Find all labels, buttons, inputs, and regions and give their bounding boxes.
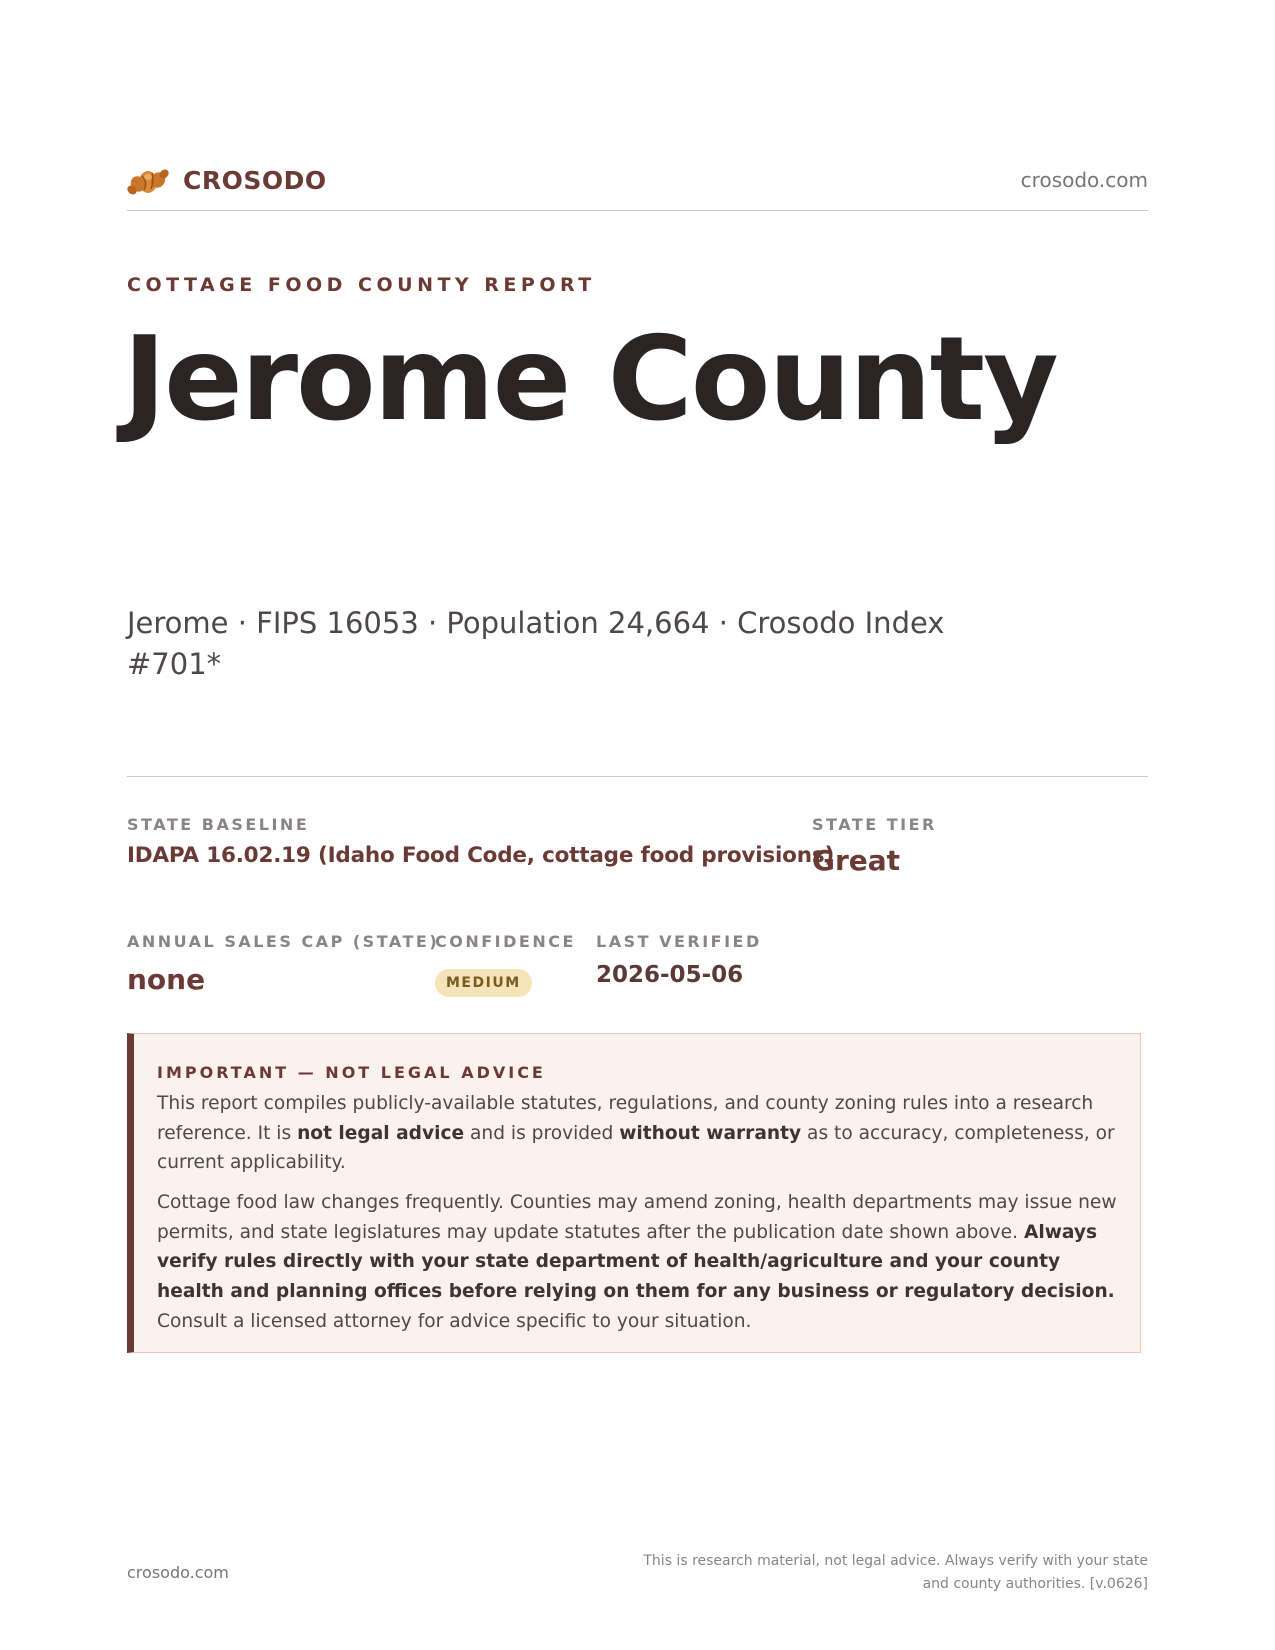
last-verified-label: LAST VERIFIED [596,932,762,951]
section-divider [127,776,1148,777]
header-url[interactable]: crosodo.com [1020,168,1148,192]
state-baseline-value: IDAPA 16.02.19 (Idaho Food Code, cottage food provisions) [127,843,835,868]
sales-cap-label: ANNUAL SALES CAP (STATE) [127,932,440,951]
page-title: Jerome County [123,312,1057,447]
state-tier-label: STATE TIER [812,815,937,834]
report-eyebrow: COTTAGE FOOD COUNTY REPORT [127,274,596,296]
notice-text: as to accuracy, completeness, or current applicability. [157,1122,1115,1174]
notice-text: and is provided [464,1122,620,1144]
footer-url[interactable]: crosodo.com [127,1563,229,1582]
notice-paragraph-1 [157,1089,1129,1178]
croissant-icon [127,162,169,198]
notice-heading: IMPORTANT — NOT LEGAL ADVICE [157,1063,546,1082]
notice-emphasis: without warranty [619,1122,802,1144]
legal-notice [127,1033,1141,1353]
confidence-label: CONFIDENCE [435,932,576,951]
notice-text: This report compiles publicly-available statutes, regulations, and county zoning rules into a research reference. It is [157,1093,1094,1144]
report-page [123,0,1148,1650]
footer-disclaimer-line-2: and county authorities. [v.0626] [922,1576,1148,1592]
notice-text: Cottage food law changes frequently. Counties may amend zoning, health departments may issue new permits, and state legislatures may update statutes after the publication date shown above. [157,1192,1117,1243]
page-header [127,158,1148,211]
notice-text: Consult a licensed attorney for advice specific to your situation. [157,1310,752,1332]
notice-emphasis: not legal advice [297,1122,465,1144]
brand-name: CROSODO [183,165,327,195]
state-tier-value: Great [812,844,901,877]
report-subtitle: Jerome · FIPS 16053 · Population 24,664 · Crosodo Index #701* [127,606,945,681]
notice-paragraph-2 [157,1188,1129,1337]
sales-cap-value: none [127,963,206,996]
brand-logo [127,162,327,198]
footer-disclaimer [628,1550,1148,1596]
notice-emphasis: Always verify rules directly with your state department of health/agriculture and your county health and planning offices before relying on them for any business or regulatory decision. [157,1221,1115,1303]
footer-disclaimer-line-1: This is research material, not legal advice. Always verify with your state [643,1553,1148,1569]
state-baseline-label: STATE BASELINE [127,815,310,834]
last-verified-value: 2026-05-06 [596,962,744,988]
confidence-badge: MEDIUM [435,969,532,997]
